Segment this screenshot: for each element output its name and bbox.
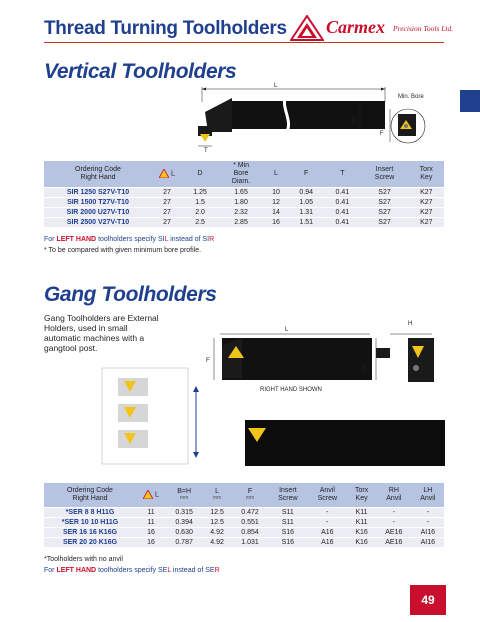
cell: 12: [264, 197, 288, 207]
cell: S27: [360, 207, 408, 217]
table-row: [44, 207, 444, 217]
cell: SIR 1250 S27V-T10: [44, 187, 152, 197]
cell: 14: [264, 207, 288, 217]
cell: 4.92: [202, 527, 232, 537]
cell: K27: [409, 207, 444, 217]
table-header-row: [44, 161, 444, 187]
col-header-l-icon: L: [136, 483, 166, 507]
cell: 10: [264, 187, 288, 197]
cell: 27: [152, 187, 182, 197]
cell: *SER 8 8 H11G: [44, 507, 136, 517]
table-row: [44, 527, 444, 537]
gang-insert-view-diagram: [100, 366, 210, 466]
dim-label-l: L: [274, 83, 278, 89]
cell: A16: [308, 537, 347, 547]
carmex-logo: [290, 15, 454, 41]
dim-label-gang-f: F: [206, 358, 210, 364]
cell: S16: [268, 527, 307, 537]
cell: 16: [136, 537, 166, 547]
table-row: [44, 517, 444, 527]
cell: 16: [136, 527, 166, 537]
cell: SER 16 16 K16G: [44, 527, 136, 537]
cell: 2.5: [182, 217, 218, 227]
header-divider: [44, 42, 444, 43]
cell: 0.551: [232, 517, 268, 527]
note-left-hand-vertical: For LEFT HAND toolholders specify SIL instead of SIR: [44, 236, 215, 243]
col-header-anvil-screw: Anvil Screw: [308, 483, 347, 507]
cell: 1.31: [288, 207, 324, 217]
cell: -: [308, 517, 347, 527]
col-header-lh-anvil: LH Anvil: [412, 483, 444, 507]
brand-subtitle: Precision Tools Ltd.: [393, 24, 454, 33]
cell: 1.25: [182, 187, 218, 197]
insert-icon: [159, 169, 169, 178]
dim-label-t: T: [204, 148, 208, 154]
cell: 1.51: [288, 217, 324, 227]
cell: S11: [268, 507, 307, 517]
gang-toolholder-diagram: [200, 318, 445, 478]
cell: K27: [409, 197, 444, 207]
cell: 12.5: [202, 507, 232, 517]
dim-label-gang-b: B: [363, 366, 368, 372]
cell: K11: [347, 517, 376, 527]
note-no-anvil: *Toolholders with no anvil: [44, 556, 123, 563]
gang-spec-table: [44, 483, 444, 547]
note-left-hand-gang: For LEFT HAND toolholders specify SEL instead of SER: [44, 567, 220, 574]
cell: 0.41: [324, 207, 360, 217]
table-row: [44, 537, 444, 547]
cell: 2.32: [218, 207, 264, 217]
cell: 0.41: [324, 217, 360, 227]
gang-description: Gang Toolholders are External Holders, used in small automatic machines with a gangtool post.: [44, 313, 159, 353]
cell: SIR 2500 V27V-T10: [44, 217, 152, 227]
cell: 2.85: [218, 217, 264, 227]
cell: 4.92: [202, 537, 232, 547]
cell: 0.394: [166, 517, 202, 527]
dim-label-min-bore: Min. Bore: [398, 94, 424, 100]
cell: K27: [409, 187, 444, 197]
cell: AI16: [412, 537, 444, 547]
dim-label-gang-h: H: [408, 321, 413, 327]
cell: 2.0: [182, 207, 218, 217]
cell: 12.5: [202, 517, 232, 527]
cell: K16: [347, 527, 376, 537]
cell: 1.80: [218, 197, 264, 207]
cell: -: [376, 517, 412, 527]
col-header-insert-screw: Insert Screw: [268, 483, 307, 507]
cell: 0.41: [324, 197, 360, 207]
cell: 0.787: [166, 537, 202, 547]
col-header-rh-anvil: RH Anvil: [376, 483, 412, 507]
cell: 27: [152, 217, 182, 227]
cell: -: [376, 507, 412, 517]
section-title-gang: Gang Toolholders: [44, 283, 217, 306]
cell: K16: [347, 537, 376, 547]
note-min-bore: * To be compared with given minimum bore profile.: [44, 247, 202, 254]
cell: 0.94: [288, 187, 324, 197]
insert-icon: [143, 490, 153, 499]
cell: AI16: [412, 527, 444, 537]
table-header-row: [44, 483, 444, 507]
table-row: [44, 197, 444, 207]
cell: 27: [152, 197, 182, 207]
cell: S16: [268, 537, 307, 547]
cell: 11: [136, 517, 166, 527]
col-header-insert-screw: Insert Screw: [360, 161, 408, 187]
cell: 27: [152, 207, 182, 217]
dim-label-d: D: [352, 119, 357, 125]
cell: 0.630: [166, 527, 202, 537]
cell: 1.5: [182, 197, 218, 207]
cell: 1.65: [218, 187, 264, 197]
col-header-torx-key: Torx Key: [347, 483, 376, 507]
col-header-ordering-code: Ordering Code Right Hand: [44, 161, 152, 187]
cell: *SER 10 10 H11G: [44, 517, 136, 527]
col-header-d: D: [182, 161, 218, 187]
cell: AE16: [376, 537, 412, 547]
section-title-vertical: Vertical Toolholders: [44, 60, 237, 83]
cell: 16: [264, 217, 288, 227]
cell: SER 20 20 K16G: [44, 537, 136, 547]
cell: -: [412, 517, 444, 527]
table-row: [44, 187, 444, 197]
col-header-l: L mm: [202, 483, 232, 507]
cell: K11: [347, 507, 376, 517]
page-number: 49: [410, 585, 446, 615]
col-header-min-bore: * Min Bore Diam.: [218, 161, 264, 187]
cell: -: [412, 507, 444, 517]
cell: A16: [308, 527, 347, 537]
cell: 0.472: [232, 507, 268, 517]
table-row: [44, 217, 444, 227]
cell: K27: [409, 217, 444, 227]
col-header-l-icon: L: [152, 161, 182, 187]
cell: S27: [360, 197, 408, 207]
right-hand-shown-label: RIGHT HAND SHOWN: [260, 387, 322, 393]
vertical-spec-table: [44, 161, 444, 227]
col-header-f: F: [288, 161, 324, 187]
dim-label-gang-l: L: [285, 327, 289, 333]
cell: SIR 1500 T27V-T10: [44, 197, 152, 207]
carmex-emblem-icon: [290, 15, 324, 41]
col-header-l: L: [264, 161, 288, 187]
cell: 0.315: [166, 507, 202, 517]
cell: -: [308, 507, 347, 517]
cell: S27: [360, 187, 408, 197]
brand-name: Carmex: [326, 17, 386, 37]
cell: AE16: [376, 527, 412, 537]
col-header-f: F mm: [232, 483, 268, 507]
col-header-t: T: [324, 161, 360, 187]
cell: 0.41: [324, 187, 360, 197]
cell: 1.05: [288, 197, 324, 207]
col-header-ordering-code: Ordering Code Right Hand: [44, 483, 136, 507]
cell: S11: [268, 517, 307, 527]
dim-label-f: F: [380, 131, 384, 137]
cell: 0.854: [232, 527, 268, 537]
cell: 11: [136, 507, 166, 517]
page-header-title: Thread Turning Toolholders: [44, 18, 287, 39]
cell: SIR 2000 U27V-T10: [44, 207, 152, 217]
col-header-bh: B=H mm: [166, 483, 202, 507]
cell: S27: [360, 217, 408, 227]
col-header-torx-key: Torx Key: [409, 161, 444, 187]
table-row: [44, 507, 444, 517]
cell: 1.031: [232, 537, 268, 547]
section-tab-marker: [460, 90, 480, 112]
